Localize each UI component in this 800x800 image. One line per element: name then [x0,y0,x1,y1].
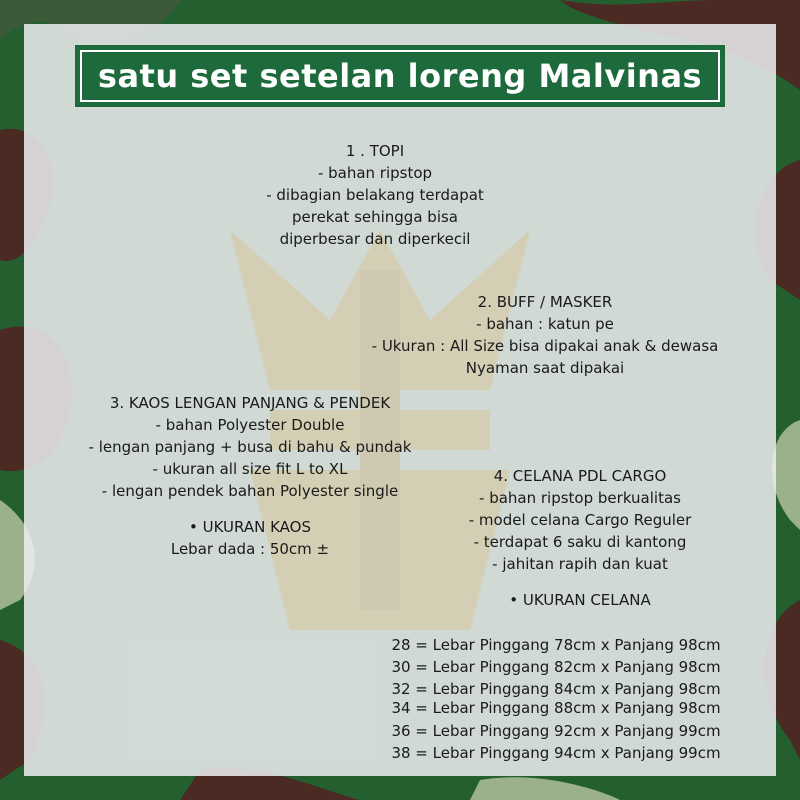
size-row: 36 = Lebar Pinggang 92cm x Panjang 99cm [391,722,721,740]
title-frame [80,50,720,102]
size-row: 32 = Lebar Pinggang 84cm x Panjang 98cm [391,680,721,698]
size-heading: • UKURAN CELANA [509,591,651,609]
title-banner [75,45,725,107]
section-line: - bahan Polyester Double [155,416,345,434]
section-line: - terdapat 6 saku di kantong [473,533,687,551]
size-row: 34 = Lebar Pinggang 88cm x Panjang 98cm [391,699,721,717]
section-line: - Ukuran : All Size bisa dipakai anak & dewasa [371,337,719,355]
section-line: - lengan panjang + busa di bahu & pundak [88,438,412,456]
section-celana [430,465,730,611]
section-line: - lengan pendek bahan Polyester single [101,482,399,500]
section-line: - bahan ripstop [317,164,433,182]
page-title: satu set setelan loreng Malvinas [97,57,703,95]
section-heading: 2. BUFF / MASKER [477,293,613,311]
size-heading: • UKURAN KAOS [189,518,311,536]
section-line: - jahitan rapih dan kuat [492,555,668,573]
celana-size-list [376,634,736,764]
section-heading: 3. KAOS LENGAN PANJANG & PENDEK [109,394,391,412]
section-line: - dibagian belakang terdapat [266,186,484,204]
size-line: Lebar dada : 50cm ± [170,540,330,558]
section-line: Nyaman saat dipakai [465,359,625,377]
section-line: - bahan ripstop berkualitas [479,489,681,507]
section-line: - ukuran all size fit L to XL [152,460,348,478]
section-heading: 1 . TOPI [345,142,405,160]
section-line: - bahan : katun pe [476,315,614,333]
size-row: 28 = Lebar Pinggang 78cm x Panjang 98cm [391,636,721,654]
section-line: perekat sehingga bisa [291,208,458,226]
section-line: - model celana Cargo Reguler [468,511,692,529]
size-row: 38 = Lebar Pinggang 94cm x Panjang 99cm [391,744,721,762]
section-line: diperbesar dan diperkecil [279,230,471,248]
section-heading: 4. CELANA PDL CARGO [493,467,667,485]
section-topi [215,140,535,250]
size-row: 30 = Lebar Pinggang 82cm x Panjang 98cm [391,658,721,676]
section-kaos [60,392,440,560]
section-buff [340,291,750,379]
